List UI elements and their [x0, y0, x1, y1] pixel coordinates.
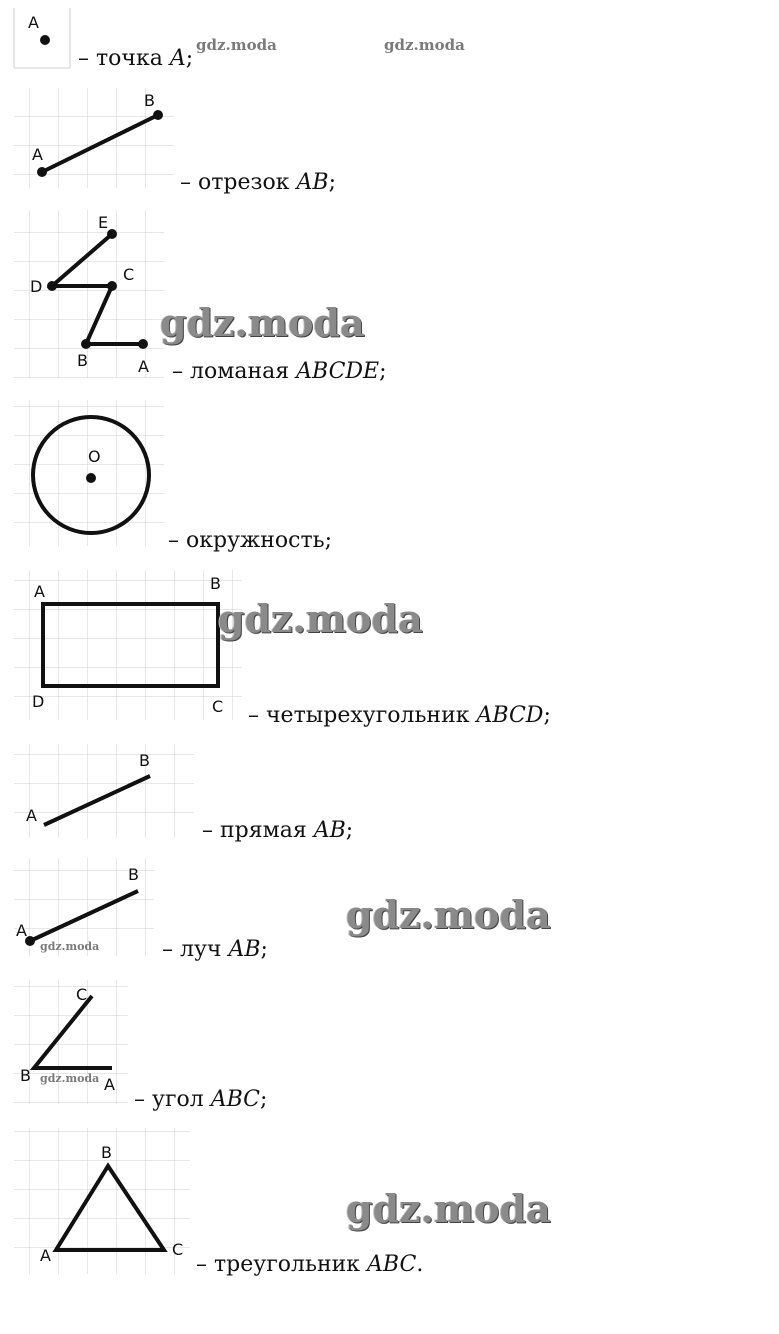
watermark: gdz.moda [346, 1186, 551, 1231]
watermark: gdz.moda [40, 940, 100, 953]
point-a [138, 339, 148, 349]
label-d: D [30, 277, 43, 296]
caption-polyline: – ломаная ABCDE; [172, 359, 387, 384]
point-a [40, 35, 50, 45]
label-o: O [88, 447, 101, 466]
watermark: gdz.moda [346, 892, 551, 937]
label-b: B [77, 351, 88, 370]
label-d: D [32, 692, 45, 711]
point-e [107, 229, 117, 239]
figure-point [14, 8, 70, 68]
label-b: B [144, 91, 155, 110]
caption-triangle: – треугольник ABC. [196, 1252, 424, 1277]
label-a: A [16, 921, 27, 940]
caption-circle: – окружность; [168, 528, 333, 553]
label-c: C [123, 265, 135, 284]
label-a: A [32, 145, 43, 164]
label-b: B [101, 1143, 112, 1162]
figure-quadrilateral [14, 570, 242, 720]
label-b: B [139, 751, 150, 770]
point-a [37, 167, 47, 177]
figure-triangle [14, 1128, 190, 1274]
label-a: A [138, 357, 149, 376]
watermark: gdz.moda [218, 596, 423, 641]
point-o [86, 473, 96, 483]
watermark: gdz.moda [196, 36, 277, 54]
label-c: C [76, 985, 88, 1004]
figure-segment [14, 88, 174, 188]
label-c: C [212, 697, 224, 716]
label-a: A [104, 1075, 115, 1094]
label-c: C [172, 1240, 184, 1259]
point-b [153, 110, 163, 120]
point-d [47, 281, 57, 291]
label-a: A [26, 806, 37, 825]
label-b: B [210, 574, 221, 593]
point-b [81, 339, 91, 349]
figure-polyline [14, 210, 164, 378]
label-point-a: A [28, 13, 39, 32]
caption-ray: – луч AB; [162, 937, 268, 962]
figure-line [14, 744, 194, 838]
caption-segment: – отрезок AB; [180, 170, 336, 195]
watermark: gdz.moda [40, 1072, 100, 1085]
caption-angle: – угол ABC; [134, 1087, 268, 1112]
watermark: gdz.moda [160, 300, 365, 345]
label-b: B [128, 865, 139, 884]
point-c [107, 281, 117, 291]
figure-angle [14, 980, 128, 1104]
caption-line: – прямая AB; [202, 818, 354, 843]
caption-point: – точка A; [78, 46, 194, 71]
label-e: E [98, 213, 109, 232]
watermark: gdz.moda [384, 36, 465, 54]
label-b: B [20, 1066, 31, 1085]
label-a: A [40, 1246, 51, 1265]
label-a: A [34, 582, 45, 601]
caption-quadrilateral: – четырехугольник ABCD; [248, 703, 551, 728]
figure-circle [14, 400, 164, 546]
